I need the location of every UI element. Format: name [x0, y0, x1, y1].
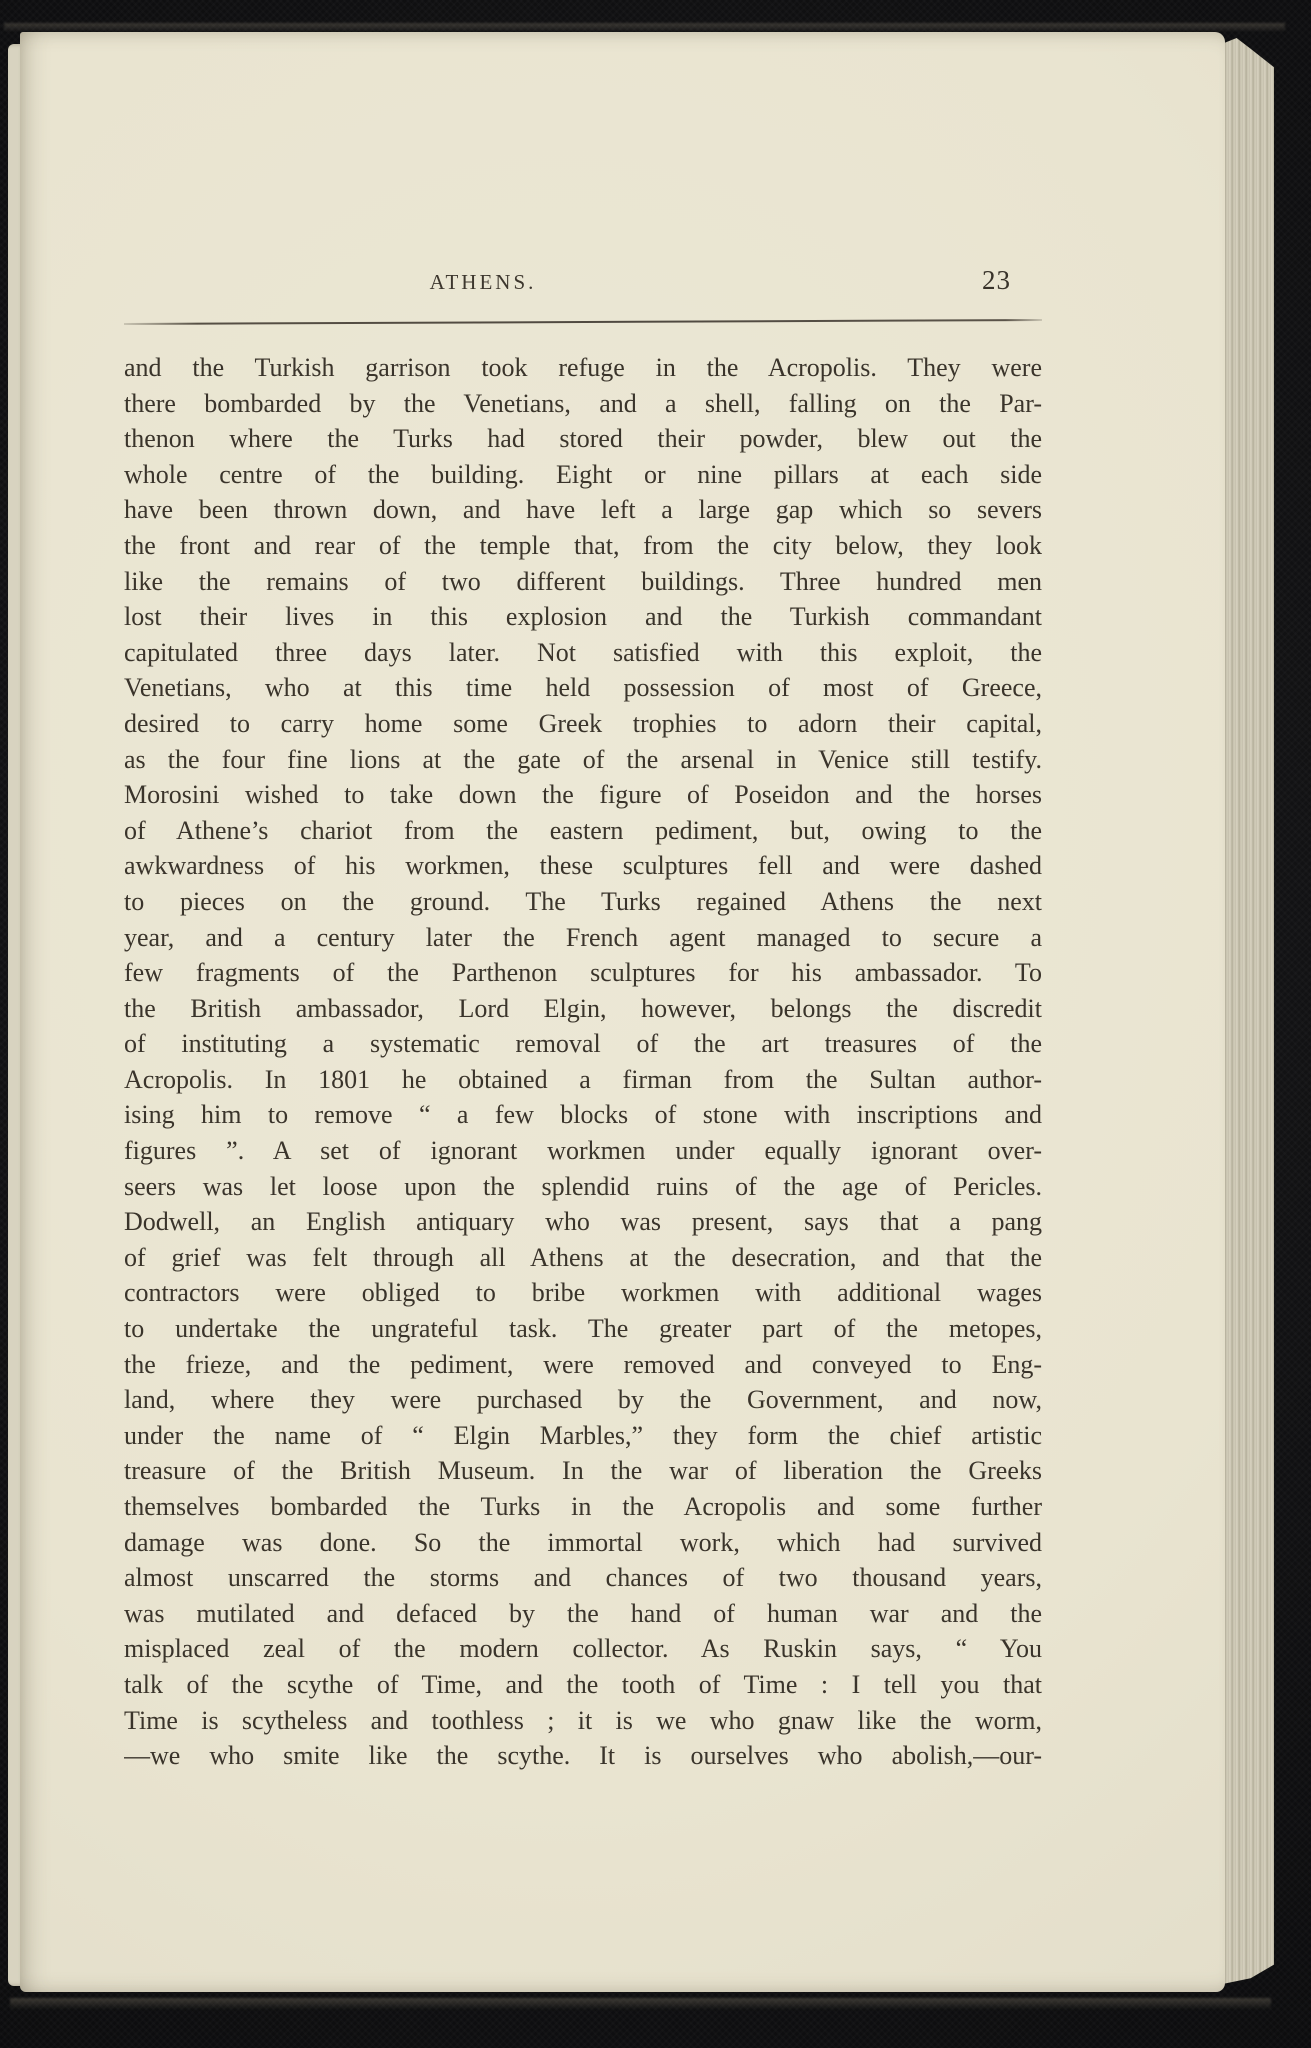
text-line: figures ”. A set of ignorant workmen under equally ignorant over- — [124, 1136, 1042, 1166]
text-line: and the Turkish garrison took refuge in the Acropolis. They were — [124, 353, 1042, 382]
text-line: Morosini wished to take down the figure of Poseidon and the horses — [124, 780, 1042, 810]
text-line: desired to carry home some Greek trophies to adorn their capital, — [124, 708, 1042, 738]
text-line: contractors were obliged to bribe workmen with additional wages — [124, 1278, 1042, 1308]
text-line: awkwardness of his workmen, these sculptures fell and were dashed — [124, 851, 1042, 881]
text-line: Venetians, who at this time held possession of most of Greece, — [124, 673, 1042, 703]
text-line: ising him to remove “ a few blocks of stone with inscriptions and — [124, 1100, 1042, 1130]
text-line: Dodwell, an English antiquary who was present, says that a pang — [124, 1207, 1042, 1237]
text-line: —we who smite like the scythe. It is ourselves who abolish,—our- — [124, 1741, 1042, 1771]
text-line: was mutilated and defaced by the hand of human war and the — [124, 1598, 1042, 1628]
text-line: thenon where the Turks had stored their powder, blew out the — [124, 424, 1042, 454]
book-page — [20, 32, 1225, 1992]
page-stack-fore-edge — [1222, 38, 1274, 1988]
text-line: have been thrown down, and have left a large gap which so severs — [124, 495, 1042, 525]
text-line: the British ambassador, Lord Elgin, however, belongs the discredit — [124, 993, 1042, 1023]
text-line: damage was done. So the immortal work, which had survived — [124, 1527, 1042, 1557]
text-line: lost their lives in this explosion and the Turkish commandant — [124, 602, 1042, 632]
cover-bottom-edge — [10, 1998, 1271, 2010]
text-line: seers was let loose upon the splendid ruins of the age of Pericles. — [124, 1171, 1042, 1201]
text-line: Acropolis. In 1801 he obtained a firman from the Sultan author- — [124, 1064, 1042, 1094]
text-line: of instituting a systematic removal of the art treasures of the — [124, 1029, 1042, 1059]
page-body-text — [124, 350, 1042, 1774]
cover-top-edge — [4, 23, 1285, 31]
text-line: treasure of the British Museum. In the war of liberation the Greeks — [124, 1456, 1042, 1486]
text-line: misplaced zeal of the modern collector. As Ruskin says, “ You — [124, 1634, 1042, 1664]
text-line: the front and rear of the temple that, from the city below, they look — [124, 530, 1042, 560]
text-line: there bombarded by the Venetians, and a shell, falling on the Par- — [124, 388, 1042, 418]
text-line: the frieze, and the pediment, were removed and conveyed to Eng- — [124, 1349, 1042, 1379]
text-line: to pieces on the ground. The Turks regained Athens the next — [124, 886, 1042, 916]
text-line: like the remains of two different buildings. Three hundred men — [124, 566, 1042, 596]
header-rule — [124, 319, 1042, 325]
text-line: capitulated three days later. Not satisfied with this exploit, the — [124, 637, 1042, 667]
text-line: as the four fine lions at the gate of the arsenal in Venice still testify. — [124, 744, 1042, 774]
text-line: of Athene’s chariot from the eastern pediment, but, owing to the — [124, 815, 1042, 845]
page-number: 23 — [982, 265, 1011, 295]
text-line: talk of the scythe of Time, and the tooth of Time : I tell you that — [124, 1669, 1042, 1699]
text-line: almost unscarred the storms and chances of two thousand years, — [124, 1563, 1042, 1593]
text-line: Time is scytheless and toothless ; it is we who gnaw like the worm, — [124, 1705, 1042, 1735]
running-title: ATHENS. — [429, 270, 537, 294]
text-line: under the name of “ Elgin Marbles,” they form the chief artistic — [124, 1420, 1042, 1450]
text-line: of grief was felt through all Athens at the desecration, and that the — [124, 1242, 1042, 1272]
text-line: few fragments of the Parthenon sculptures for his ambassador. To — [124, 958, 1042, 988]
text-line: year, and a century later the French agent managed to secure a — [124, 922, 1042, 952]
text-line: land, where they were purchased by the Government, and now, — [124, 1385, 1042, 1415]
text-line: whole centre of the building. Eight or nine pillars at each side — [124, 459, 1042, 489]
text-line: to undertake the ungrateful task. The greater part of the metopes, — [124, 1314, 1042, 1344]
text-line: themselves bombarded the Turks in the Acropolis and some further — [124, 1492, 1042, 1521]
